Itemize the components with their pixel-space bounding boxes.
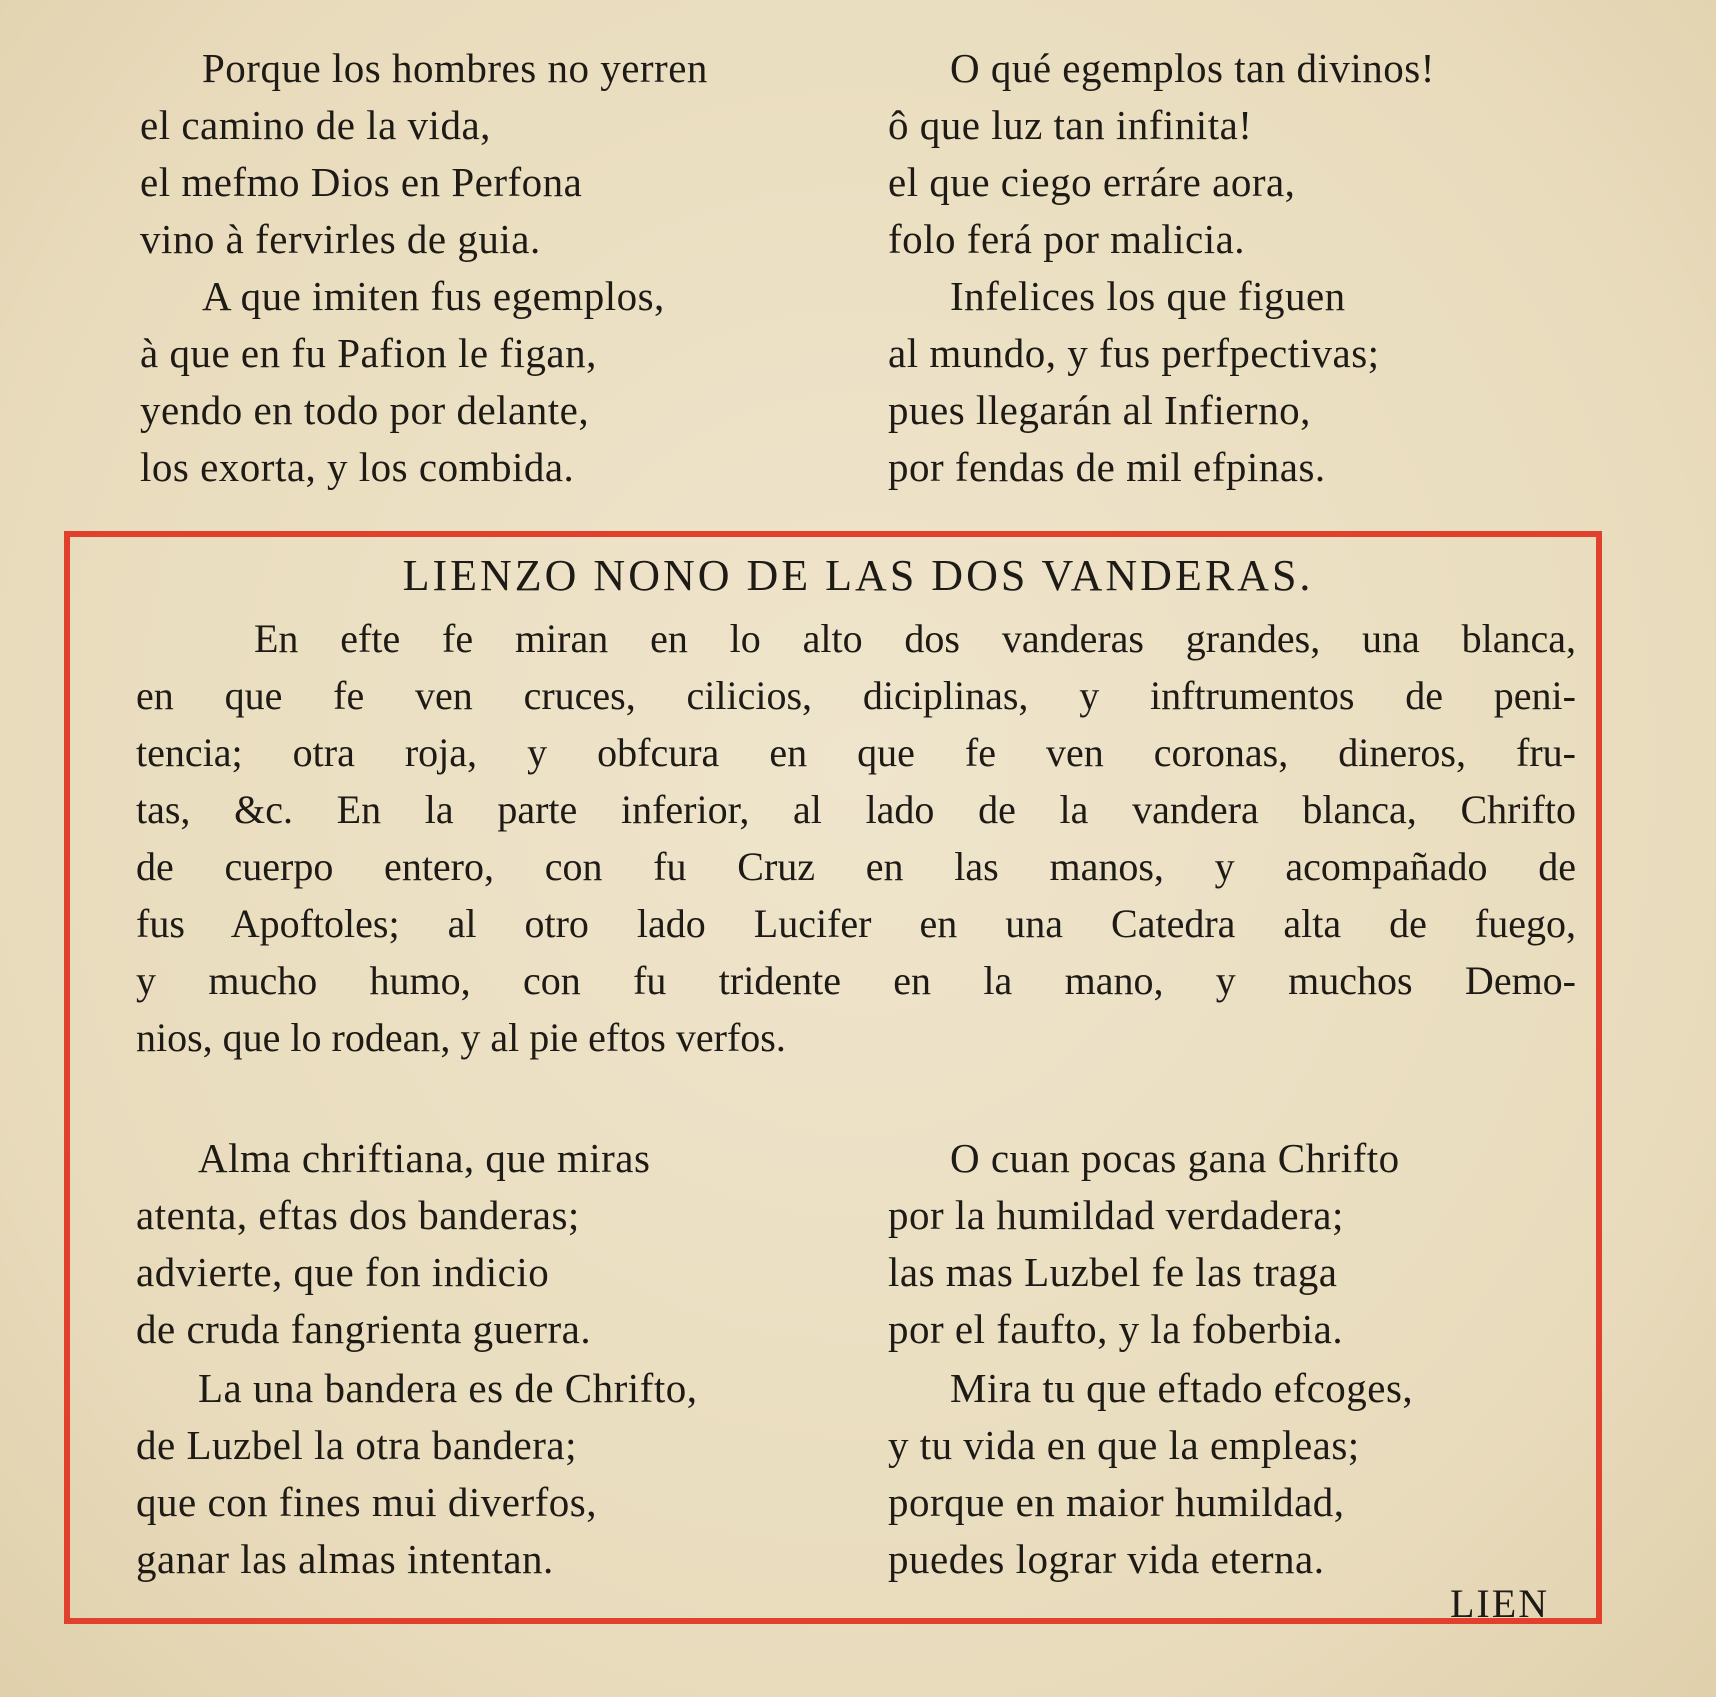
verse-line: puedes lograr vida eterna. (888, 1536, 1325, 1582)
verse-line: ganar las almas intentan. (136, 1536, 554, 1582)
verse-line: por el faufto, y la foberbia. (888, 1306, 1344, 1352)
verse-line: al mundo, y fus perfpectivas; (888, 330, 1380, 376)
top-left-stanza-1 (140, 40, 708, 268)
verse-line: por la humildad verdadera; (888, 1192, 1344, 1238)
verse-line: Alma chriftiana, que miras (198, 1135, 651, 1181)
verse-line: ô que luz tan infinita! (888, 102, 1253, 148)
verse-line: por fendas de mil efpinas. (888, 444, 1326, 490)
verse-line: Mira tu que eftado efcoges, (950, 1365, 1414, 1411)
verse-line: las mas Luzbel fe las traga (888, 1249, 1338, 1295)
catchword: LIEN (1450, 1581, 1550, 1626)
section-prose (136, 610, 1576, 1066)
verse-line: O cuan pocas gana Chrifto (950, 1135, 1400, 1181)
verse-line: La una bandera es de Chrifto, (198, 1365, 698, 1411)
prose-line: fus Apoftoles; al otro lado Lucifer en una Catedra alta de fuego, (136, 901, 1576, 946)
verse-line: A que imiten fus egemplos, (202, 273, 665, 319)
prose-line: de cuerpo entero, con fu Cruz en las manos, y acompañado de (136, 844, 1576, 889)
verse-line: folo ferá por malicia. (888, 216, 1246, 262)
section-left-stanza-2 (136, 1360, 697, 1588)
top-right-stanza-2 (888, 268, 1380, 496)
verse-line: y tu vida en que la empleas; (888, 1422, 1360, 1468)
verse-line: yendo en todo por delante, (140, 387, 590, 433)
verse-line: de Luzbel la otra bandera; (136, 1422, 577, 1468)
top-right-stanza-1 (888, 40, 1435, 268)
section-right-stanza-2 (888, 1360, 1413, 1588)
verse-line: los exorta, y los combida. (140, 444, 575, 490)
verse-line: el camino de la vida, (140, 102, 491, 148)
prose-line: En efte fe miran en lo alto dos vanderas grandes, una blanca, (254, 616, 1576, 661)
verse-line: à que en fu Pafion le figan, (140, 330, 597, 376)
section-left-stanza-1 (136, 1130, 650, 1358)
top-left-stanza-2 (140, 268, 665, 496)
verse-line: el mefmo Dios en Perfona (140, 159, 583, 205)
verse-line: que con fines mui diverfos, (136, 1479, 597, 1525)
section-right-stanza-1 (888, 1130, 1400, 1358)
section-heading: LIENZO NONO DE LAS DOS VANDERAS. (402, 551, 1314, 600)
verse-line: Infelices los que figuen (950, 273, 1346, 319)
verse-line: advierte, que fon indicio (136, 1249, 550, 1295)
prose-line: y mucho humo, con fu tridente en la mano, y muchos Demo- (136, 958, 1576, 1003)
prose-line: nios, que lo rodean, y al pie eftos verfos. (136, 1015, 786, 1060)
verse-line: O qué egemplos tan divinos! (950, 45, 1435, 91)
prose-line: tencia; otra roja, y obfcura en que fe ven coronas, dineros, fru- (136, 730, 1576, 775)
prose-line: tas, &c. En la parte inferior, al lado de la vandera blanca, Chrifto (136, 787, 1576, 832)
prose-line: en que fe ven cruces, cilicios, diciplinas, y inftrumentos de peni- (136, 673, 1576, 718)
verse-line: vino à fervirles de guia. (140, 216, 541, 262)
verse-line: atenta, eftas dos banderas; (136, 1192, 580, 1238)
verse-line: porque en maior humildad, (888, 1479, 1345, 1525)
verse-line: Porque los hombres no yerren (202, 45, 708, 91)
verse-line: pues llegarán al Infierno, (888, 387, 1311, 433)
verse-line: de cruda fangrienta guerra. (136, 1306, 592, 1352)
verse-line: el que ciego erráre aora, (888, 159, 1296, 205)
